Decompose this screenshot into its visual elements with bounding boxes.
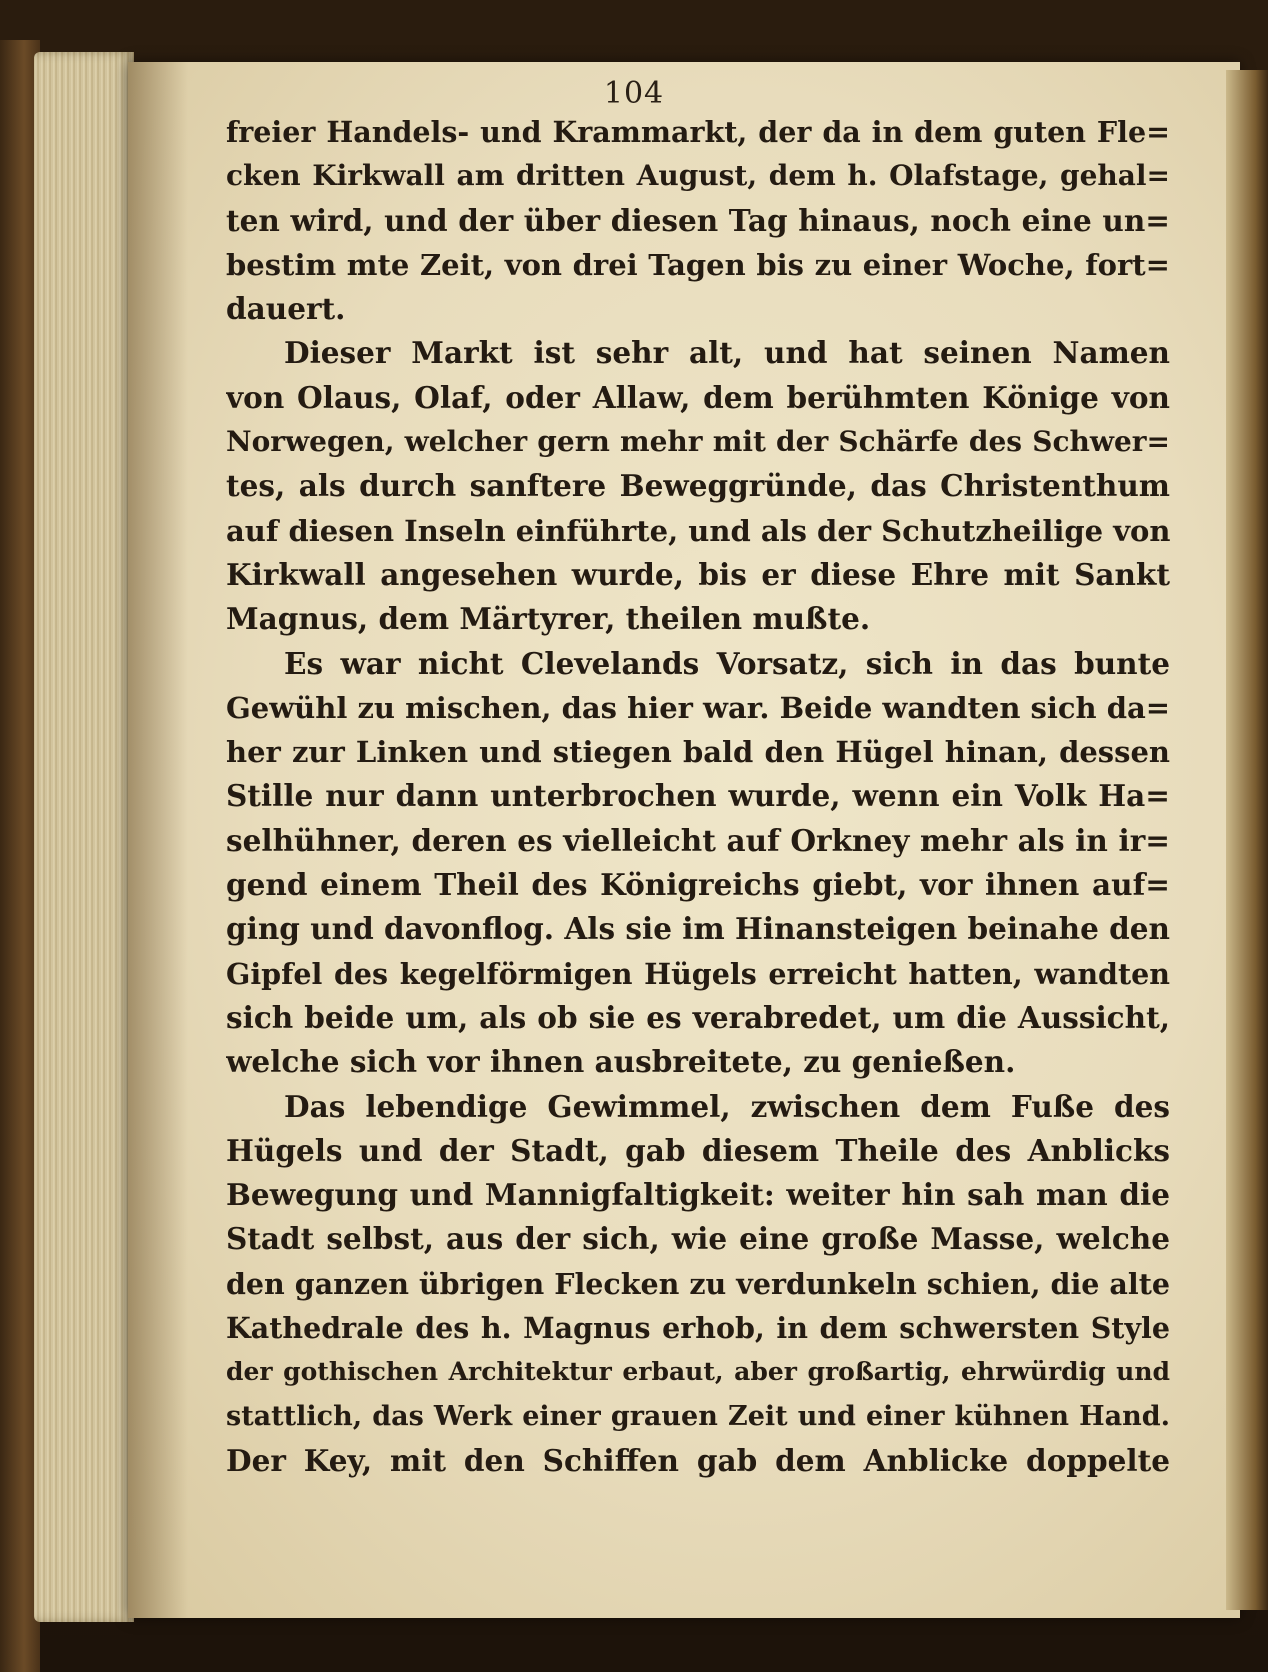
text-line: Es war nicht Clevelands Vorsatz, sich in das bunte: [284, 645, 1170, 681]
text-line: Bewegung und Mannigfaltigkeit: weiter hin sah man die: [226, 1177, 1170, 1213]
text-line: von Olaus, Olaf, oder Allaw, dem berühmten Könige von: [226, 379, 1170, 415]
text-line: Norwegen, welcher gern mehr mit der Schärfe des Schwer=: [226, 425, 1170, 459]
text-line: Der Key, mit den Schiffen gab dem Anblicke doppelte: [226, 1442, 1170, 1478]
text-line: gend einem Theil des Königreichs giebt, vor ihnen auf=: [226, 867, 1170, 903]
text-line: ten wird, und der über diesen Tag hinaus, noch eine un=: [226, 202, 1170, 238]
text-line: tes, als durch sanftere Beweggründe, das Christenthum: [226, 468, 1170, 504]
text-line: der gothischen Architektur erbaut, aber großartig, ehrwürdig und: [226, 1357, 1170, 1387]
text-line: sich beide um, als ob sie es verabredet, um die Aussicht,: [226, 999, 1170, 1035]
text-line: Kathedrale des h. Magnus erhob, in dem schwersten Style: [226, 1311, 1170, 1346]
text-line: den ganzen übrigen Flecken zu verdunkeln schien, die alte: [226, 1266, 1170, 1301]
text-line: Gewühl zu mischen, das hier war. Beide wandten sich da=: [226, 690, 1170, 725]
text-line: ging und davonflog. Als sie im Hinansteigen beinahe den: [226, 911, 1170, 947]
text-line: Gipfel des kegelförmigen Hügels erreicht hatten, wandten: [226, 956, 1170, 991]
page-number: 104: [603, 76, 665, 111]
text-line: auf diesen Inseln einführte, und als der Schutzheilige von: [226, 513, 1170, 548]
text-line: dauert.: [226, 291, 346, 327]
gutter-shadow: [128, 62, 188, 1618]
text-line: Das lebendige Gewimmel, zwischen dem Fuße des: [284, 1088, 1170, 1124]
text-line: Hügels und der Stadt, gab diesem Theile des Anblicks: [226, 1132, 1170, 1168]
text-line: bestim mte Zeit, von drei Tagen bis zu einer Woche, fort=: [226, 247, 1170, 282]
page-text: [226, 110, 1170, 1483]
text-line: her zur Linken und stiegen bald den Hügel hinan, dessen: [226, 735, 1170, 770]
text-line: Kirkwall angesehen wurde, bis er diese Ehre mit Sankt: [226, 556, 1170, 592]
text-line: welche sich vor ihnen ausbreitete, zu genießen.: [226, 1044, 1016, 1080]
text-line: Stadt selbst, aus der sich, wie eine große Masse, welche: [226, 1221, 1170, 1257]
text-line: cken Kirkwall am dritten August, dem h. Olafstage, gehal=: [226, 159, 1170, 193]
text-line: stattlich, das Werk einer grauen Zeit und einer kühnen Hand.: [226, 1400, 1170, 1432]
text-line: selhühner, deren es vielleicht auf Orkney mehr als in ir=: [226, 822, 1170, 858]
text-line: Dieser Markt ist sehr alt, und hat seinen Namen: [284, 335, 1170, 371]
page-stack-edge: [34, 52, 134, 1622]
text-line: Stille nur dann unterbrochen wurde, wenn ein Volk Ha=: [226, 778, 1170, 814]
book-right-edge: [1226, 70, 1268, 1610]
text-line: Magnus, dem Märtyrer, theilen mußte.: [226, 601, 871, 637]
text-line: freier Handels- und Krammarkt, der da in dem guten Fle=: [226, 115, 1170, 149]
